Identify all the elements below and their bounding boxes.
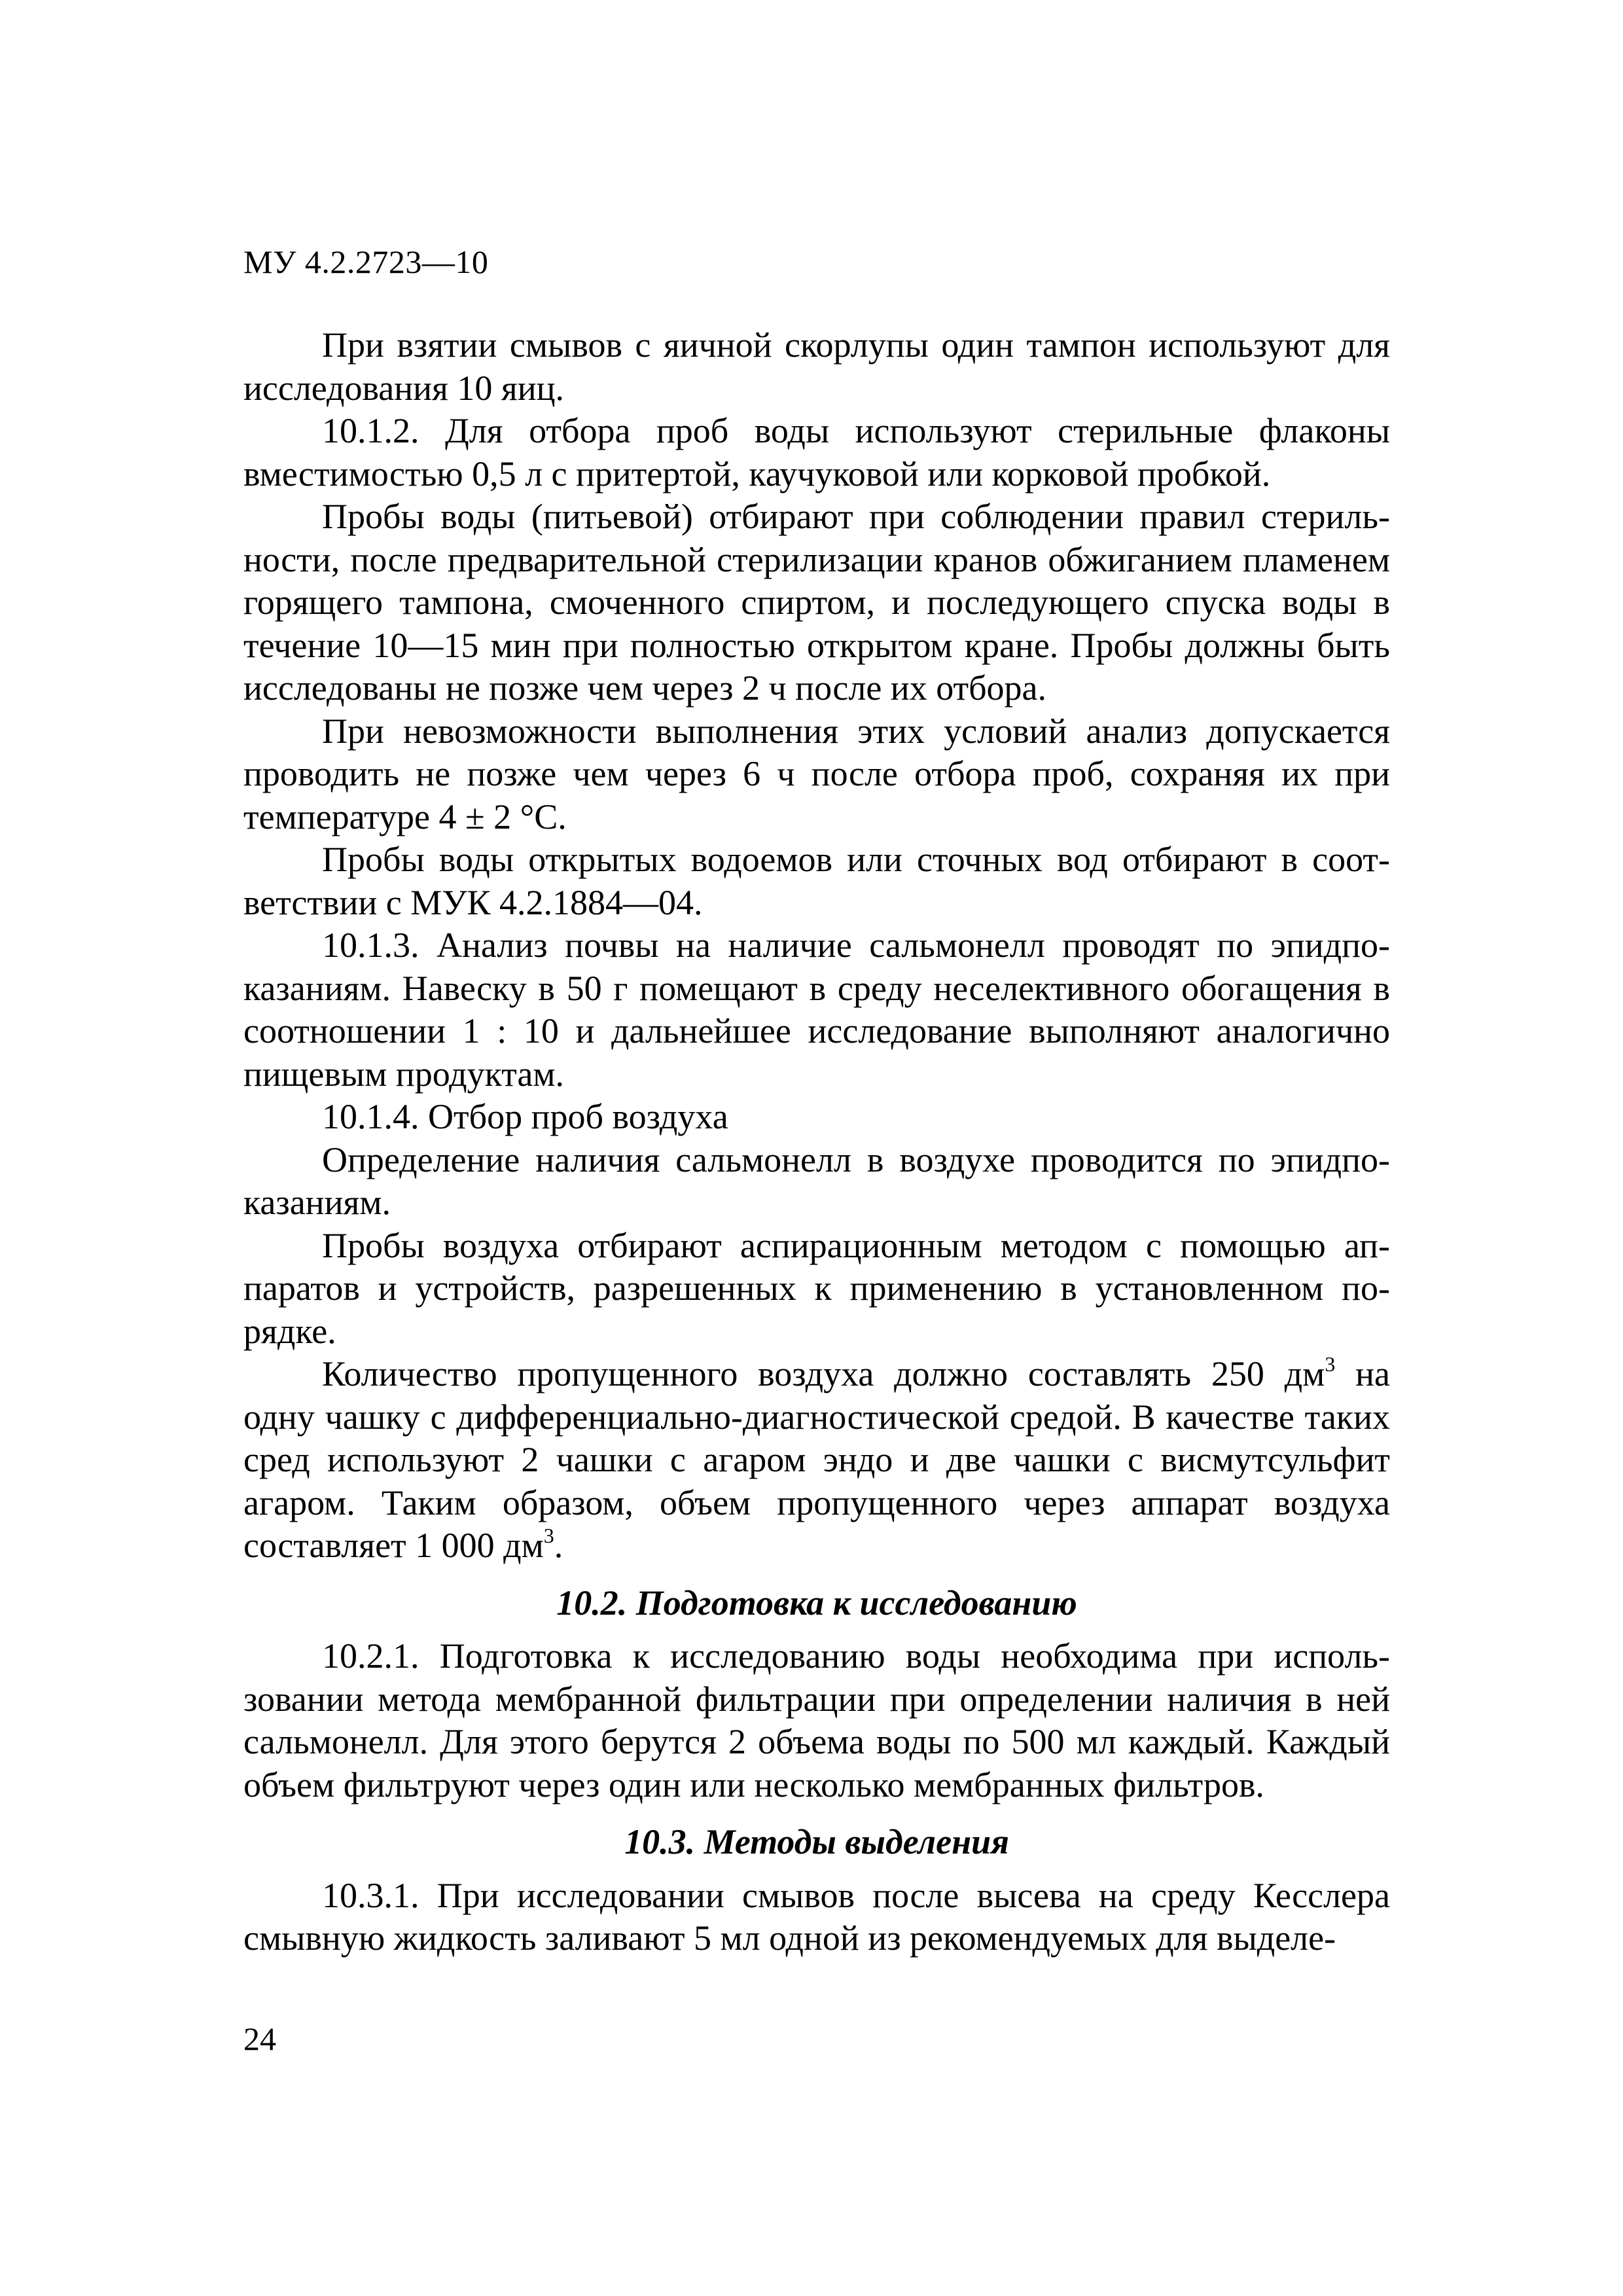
paragraph-egg-swabs: При взятии смывов с яичной скорлупы один тампон используют для исследования 10 яиц.: [243, 325, 1390, 408]
air-volume-text-2: на одну чашку с дифференциально-диагностической средой. В качестве таких сред используют 2 чашки с агаром эндо и две чашки с висмутсульфит агаром. Таким образом, объем пропущенного через аппарат воздуха составляет 1 000 дм: [243, 1354, 1390, 1565]
paragraph-air-sampling: Пробы воздуха отбирают аспирационным методом с помощью аппаратов и устройств, разрешенных к применению в установленном порядке.: [243, 1225, 1390, 1351]
page-body: [243, 324, 1390, 1960]
air-volume-text-3: .: [554, 1526, 563, 1565]
paragraph-air-detection: Определение наличия сальмонелл в воздухе проводится по эпидпоказаниям.: [243, 1139, 1390, 1222]
paragraph-air-volume: [243, 1353, 1390, 1568]
paragraph-open-water: Пробы воды открытых водоемов или сточных вод отбирают в соответствии с МУК 4.2.1884—04.: [243, 840, 1390, 922]
section-heading-10-3: 10.3. Методы выделения: [624, 1822, 1009, 1861]
paragraph-10-2-1: 10.2.1. Подготовка к исследованию воды необходима при использовании метода мембранной фильтрации при определении наличия в ней сальмонелл. Для этого берутся 2 объема воды по 500 мл каждый. Каждый объем фильтруют через один или несколько мембранных фильтров.: [243, 1636, 1390, 1804]
superscript-cubed: 3: [543, 1524, 554, 1547]
paragraph-drinking-water: Пробы воды (питьевой) отбирают при соблюдении правил стерильности, после предварительной стерилизации кранов обжиганием пламенем горящего тампона, смоченного спиртом, и последующего спуска воды в течение 10—15 мин при полностью открытом кране. Пробы должны быть исследованы не позже чем через 2 ч после их отбора.: [243, 497, 1390, 708]
section-heading-10-2: 10.2. Подготовка к исследованию: [556, 1583, 1077, 1623]
paragraph-storage-conditions: При невозможности выполнения этих условий анализ допускается проводить не позже чем через 6 ч после отбора проб, сохраняя их при температуре 4 ± 2 °С.: [243, 711, 1390, 836]
air-volume-text-1: Количество пропущенного воздуха должно составлять 250 дм: [322, 1354, 1325, 1393]
paragraph-10-1-3: 10.1.3. Анализ почвы на наличие сальмонелл проводят по эпидпоказаниям. Навеску в 50 г помещают в среду неселективного обогащения в соотношении 1 : 10 и дальнейшее исследование выполняют аналогично пищевым продуктам.: [243, 925, 1390, 1094]
paragraph-10-1-2: 10.1.2. Для отбора проб воды используют стерильные флаконы вместимостью 0,5 л с притертой, каучуковой или корковой пробкой.: [243, 411, 1390, 493]
document-code: МУ 4.2.2723—10: [243, 243, 489, 280]
page-number: 24: [243, 2020, 276, 2057]
paragraph-10-1-4: 10.1.4. Отбор проб воздуха: [322, 1097, 728, 1136]
superscript-cubed: 3: [1325, 1352, 1336, 1376]
paragraph-10-3-1: 10.3.1. При исследовании смывов после высева на среду Кесслера смывную жидкость заливают 5 мл одной из рекомендуемых для выделе-: [243, 1875, 1390, 1958]
